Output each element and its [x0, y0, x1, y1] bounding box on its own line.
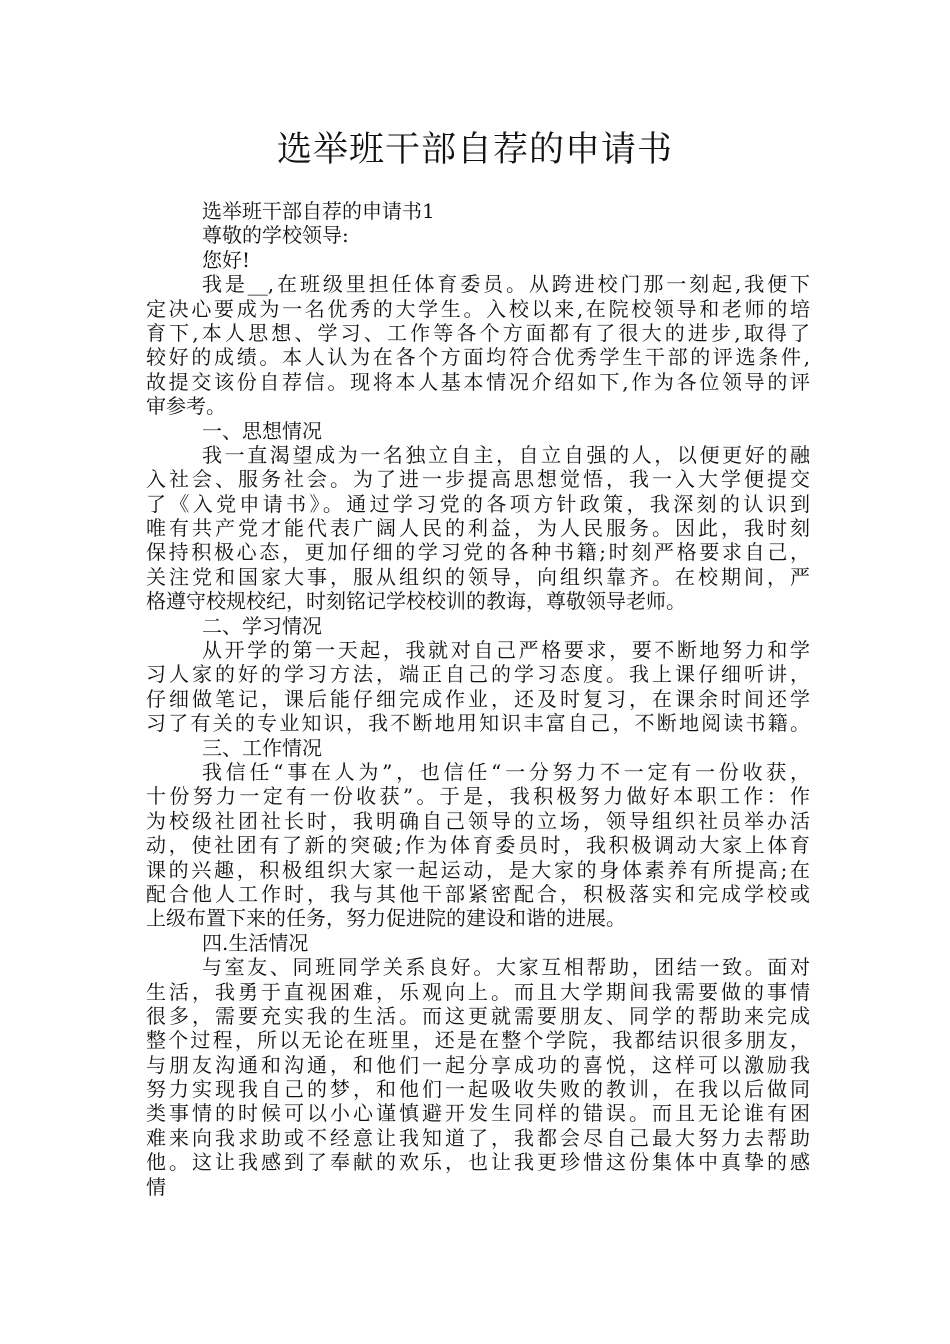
- text-line: 很多，需要充实我的生活。而这更就需要朋友、同学的帮助来完成: [146, 1003, 810, 1028]
- text-line: 您好!: [202, 247, 251, 272]
- text-line: 动，使社团有了新的突破;作为体育委员时，我积极调动大家上体育: [146, 833, 810, 858]
- text-line: 与朋友沟通和沟通，和他们一起分享成功的喜悦，这样可以激励我: [146, 1052, 810, 1077]
- text-line: 一、思想情况: [202, 418, 322, 443]
- text-line: 努力实现我自己的梦，和他们一起吸收失败的教训，在我以后做同: [146, 1077, 810, 1102]
- text-line: 难来向我求助或不经意让我知道了，我都会尽自己最大努力去帮助: [146, 1125, 810, 1150]
- text-line: 故提交该份自荐信。现将本人基本情况介绍如下,作为各位领导的评: [146, 369, 810, 394]
- text-line: 我是__,在班级里担任体育委员。从跨进校门那一刻起,我便下: [202, 272, 810, 297]
- text-line: 关注党和国家大事，服从组织的领导，向组织靠齐。在校期间，严: [146, 564, 810, 589]
- text-line: 四.生活情况: [202, 930, 309, 955]
- text-line: 仔细做笔记，课后能仔细完成作业，还及时复习，在课余时间还学: [146, 686, 810, 711]
- text-line: 他。这让我感到了奉献的欢乐，也让我更珍惜这份集体中真挚的感: [146, 1150, 810, 1175]
- text-line: 育下,本人思想、学习、工作等各个方面都有了很大的进步,取得了: [146, 320, 810, 345]
- text-line: 唯有共产党才能代表广阔人民的利益，为人民服务。因此，我时刻: [146, 516, 810, 541]
- text-line: 从开学的第一天起，我就对自己严格要求，要不断地努力和学: [202, 638, 810, 663]
- text-line: 配合他人工作时，我与其他干部紧密配合，积极落实和完成学校或: [146, 881, 810, 906]
- text-line: 选举班干部自荐的申请书1: [202, 199, 435, 223]
- text-line: 格遵守校规校纪，时刻铭记学校校训的教诲，尊敬领导老师。: [146, 589, 686, 614]
- text-line: 习人家的好的学习方法，端正自己的学习态度。我上课仔细听讲，: [146, 662, 810, 687]
- text-line: 三、工作情况: [202, 735, 322, 760]
- text-line: 保持积极心态，更加仔细的学习党的各种书籍;时刻严格要求自己，: [146, 540, 810, 565]
- text-line: 我一直渴望成为一名独立自主，自立自强的人，以便更好的融: [202, 442, 810, 467]
- text-line: 定决心要成为一名优秀的大学生。入校以来,在院校领导和老师的培: [146, 296, 810, 321]
- text-line: 我信任“事在人为”，也信任“一分努力不一定有一份收获，: [202, 759, 810, 784]
- text-line: 课的兴趣，积极组织大家一起运动，是大家的身体素养有所提高;在: [146, 857, 810, 882]
- text-line: 审参考。: [146, 394, 226, 419]
- text-line: 生活，我勇于直视困难，乐观向上。而且大学期间我需要做的事情: [146, 979, 810, 1004]
- text-line: 了《入党申请书》。通过学习党的各项方针政策，我深刻的认识到: [146, 491, 810, 516]
- text-line: 情: [146, 1174, 166, 1199]
- text-line: 二、学习情况: [202, 613, 322, 638]
- text-line: 上级布置下来的任务，努力促进院的建设和谐的进展。: [146, 906, 626, 931]
- document-title: 选举班干部自荐的申请书: [276, 130, 673, 170]
- text-line: 十份努力一定有一份收获”。于是，我积极努力做好本职工作：作: [146, 784, 810, 809]
- text-line: 类事情的时候可以小心谨慎避开发生同样的错误。而且无论谁有困: [146, 1101, 810, 1126]
- text-line: 入社会、服务社会。为了进一步提高思想觉悟，我一入大学便提交: [146, 467, 810, 492]
- text-line: 为校级社团社长时，我明确自己领导的立场，领导组织社员举办活: [146, 808, 810, 833]
- text-line: 习了有关的专业知识，我不断地用知识丰富自己，不断地阅读书籍。: [146, 711, 810, 736]
- text-line: 整个过程，所以无论在班里，还是在整个学院，我都结识很多朋友，: [146, 1028, 810, 1053]
- text-line: 尊敬的学校领导:: [202, 223, 349, 248]
- text-line: 较好的成绩。本人认为在各个方面均符合优秀学生干部的评选条件,: [146, 345, 810, 370]
- text-line: 与室友、同班同学关系良好。大家互相帮助，团结一致。面对: [202, 955, 810, 980]
- document-body: [146, 199, 810, 1199]
